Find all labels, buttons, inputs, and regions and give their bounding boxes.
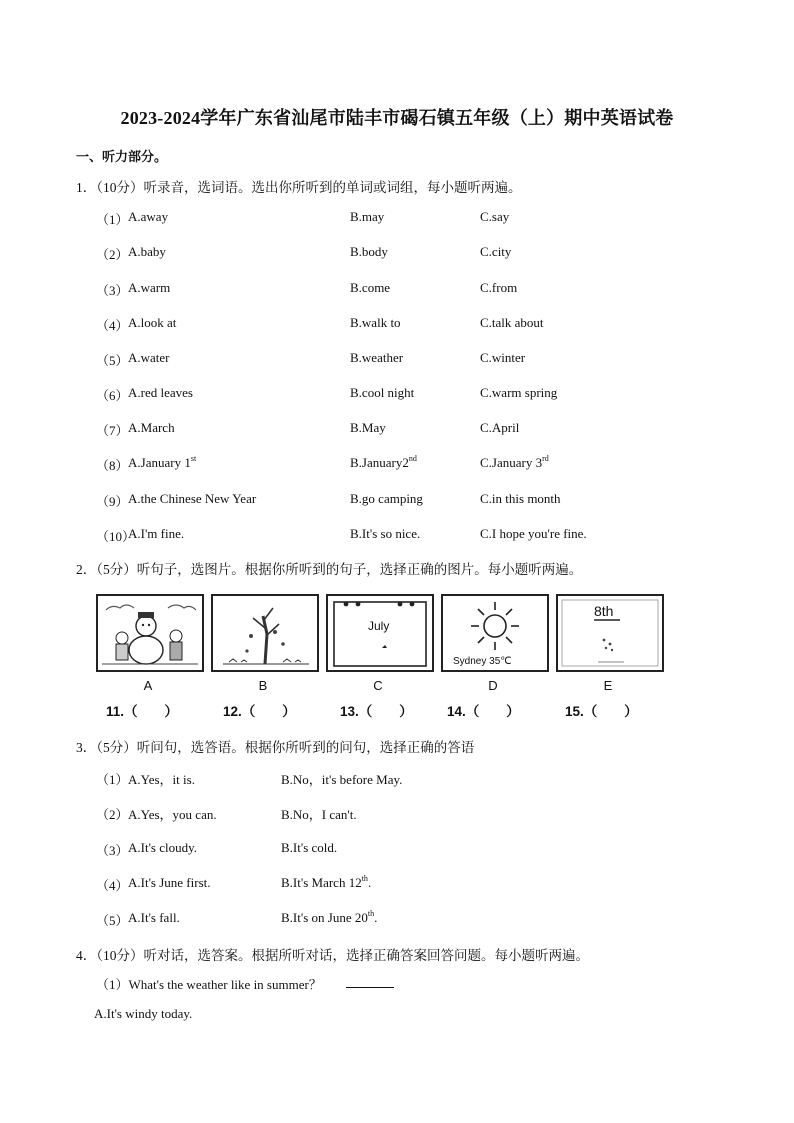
- picture-a: [96, 594, 204, 672]
- option-text: （7）: [96, 423, 129, 438]
- option-a[interactable]: [128, 840, 197, 856]
- question-1-item: [96, 280, 656, 300]
- question-3-item: [96, 804, 516, 824]
- option-b[interactable]: [350, 526, 420, 542]
- option-b[interactable]: [350, 315, 401, 331]
- option-text: （2）: [96, 247, 129, 262]
- option-a[interactable]: [128, 420, 175, 436]
- option-text: B.come: [350, 280, 391, 295]
- question-1-item: [96, 209, 656, 229]
- option-text: （6）: [96, 388, 129, 403]
- punctuation: .: [367, 875, 372, 890]
- option-text: （8）: [96, 458, 129, 473]
- option-b[interactable]: [281, 910, 377, 926]
- option-b[interactable]: [350, 209, 384, 225]
- option-c[interactable]: [480, 280, 517, 296]
- option-text: （3）: [96, 843, 129, 858]
- item-number: [96, 244, 129, 263]
- option-text: （2）: [96, 807, 129, 822]
- option-b[interactable]: [350, 420, 386, 436]
- option-text: C.January 3: [480, 455, 543, 470]
- option-text: A.the Chinese New Year: [128, 491, 257, 506]
- option-a[interactable]: [128, 804, 217, 823]
- picture-e: [556, 594, 664, 672]
- option-text: B.No，I can't.: [281, 807, 357, 822]
- question-1-item: [96, 526, 656, 546]
- option-text: C.winter: [480, 350, 526, 365]
- option-b[interactable]: [350, 491, 423, 507]
- option-b[interactable]: [350, 244, 388, 260]
- option-text: B.It's on June 20: [281, 910, 368, 925]
- question-4-option-a: [94, 1006, 394, 1026]
- option-c[interactable]: [480, 526, 587, 542]
- option-a[interactable]: [128, 769, 195, 788]
- option-a: A.It's windy today.: [94, 1006, 193, 1021]
- option-text: C.from: [480, 280, 518, 295]
- question-1-item: [96, 315, 656, 335]
- item-number: [96, 350, 129, 369]
- option-text: B.May: [350, 420, 386, 435]
- question-3-item: [96, 840, 516, 860]
- option-c[interactable]: [480, 385, 557, 401]
- option-text: B.body: [350, 244, 388, 259]
- picture-label-e: E: [603, 678, 613, 693]
- option-text: B.cool night: [350, 385, 415, 400]
- question-1-stem: 1．（10分）听录音，选词语。选出你所听到的单词或词组，每小题听两遍。: [76, 180, 522, 195]
- option-text: B.go camping: [350, 491, 423, 506]
- option-a[interactable]: [128, 315, 176, 331]
- item-number: [96, 875, 129, 894]
- item-number: [96, 840, 129, 859]
- calendar-month-text: July: [368, 619, 390, 633]
- option-text: C.talk about: [480, 315, 544, 330]
- item-number: [96, 315, 129, 334]
- question-text: （1）What's the weather like in summer？: [96, 977, 322, 992]
- option-text: B.weather: [350, 350, 404, 365]
- picture-d: [441, 594, 549, 672]
- option-text: A.January 1: [128, 455, 191, 470]
- option-text: A.Yes，it is.: [128, 772, 195, 787]
- picture-label-d: D: [488, 678, 498, 693]
- option-a[interactable]: [128, 209, 168, 225]
- option-text: A.look at: [128, 315, 177, 330]
- option-text: （4）: [96, 318, 129, 333]
- question-1-item: [96, 455, 656, 475]
- question-1-item: [96, 350, 656, 370]
- question-3-item: [96, 769, 516, 789]
- item-number: [96, 420, 129, 439]
- question-3-item: [96, 875, 516, 895]
- option-a[interactable]: [128, 244, 166, 260]
- option-text: A.It's cloudy.: [128, 840, 198, 855]
- sun-weather-icon: [443, 596, 547, 670]
- option-a[interactable]: [128, 280, 170, 296]
- option-text: （5）: [96, 913, 129, 928]
- picture-c: [326, 594, 434, 672]
- snowman-kids-icon: [98, 596, 202, 670]
- item-number: [96, 769, 129, 788]
- picture-label-b: B: [258, 678, 268, 693]
- option-c[interactable]: [480, 420, 519, 436]
- option-c[interactable]: [480, 350, 525, 366]
- page-title: 2023-2024学年广东省汕尾市陆丰市碣石镇五年级（上）期中英语试卷: [120, 108, 674, 128]
- option-a[interactable]: [128, 385, 193, 401]
- answer-blank-12[interactable]: 12.（ ）: [223, 704, 296, 719]
- option-c[interactable]: [480, 209, 509, 225]
- picture-label-c: C: [373, 678, 383, 693]
- option-text: （5）: [96, 353, 129, 368]
- option-text: A.March: [128, 420, 175, 435]
- option-a[interactable]: [128, 455, 196, 471]
- ordinal-suffix: rd: [542, 454, 549, 463]
- option-text: A.warm: [128, 280, 171, 295]
- option-a[interactable]: [128, 491, 256, 507]
- option-text: （9）: [96, 494, 129, 509]
- option-text: A.water: [128, 350, 170, 365]
- option-text: A.red leaves: [128, 385, 193, 400]
- item-number: [96, 491, 129, 510]
- answer-blank-13[interactable]: 13.（ ）: [340, 704, 413, 719]
- option-text: C.warm spring: [480, 385, 558, 400]
- option-text: C.city: [480, 244, 512, 259]
- item-number: [96, 280, 129, 299]
- date-text: 8th: [594, 603, 614, 619]
- section-heading: 一、听力部分。: [76, 149, 168, 164]
- option-text: A.It's fall.: [128, 910, 180, 925]
- option-text: B.It's so nice.: [350, 526, 421, 541]
- question-2-stem: 2．（5分）听句子，选图片。根据你所听到的句子，选择正确的图片。每小题听两遍。: [76, 562, 583, 577]
- option-b[interactable]: [350, 385, 414, 401]
- item-number: [96, 455, 129, 474]
- option-c[interactable]: [480, 244, 511, 260]
- punctuation: .: [374, 910, 378, 925]
- calendar-8th-icon: [558, 596, 662, 670]
- option-text: A.I'm fine.: [128, 526, 185, 541]
- picture-options: [96, 592, 660, 720]
- option-text: B.It's cold.: [281, 840, 338, 855]
- answer-blank-14[interactable]: 14.（ ）: [447, 704, 520, 719]
- option-b[interactable]: [350, 280, 390, 296]
- question-1-item: [96, 385, 656, 405]
- option-text: （1）: [96, 772, 129, 787]
- ordinal-suffix: th: [367, 909, 375, 918]
- option-text: C.I hope you're fine.: [480, 526, 587, 541]
- option-text: （10）: [96, 529, 136, 544]
- option-b[interactable]: [350, 350, 403, 366]
- option-text: B.may: [350, 209, 385, 224]
- option-text: C.say: [480, 209, 510, 224]
- question-1-item: [96, 491, 656, 511]
- question-1-item: [96, 420, 656, 440]
- question-3-item: [96, 910, 516, 930]
- item-number: [96, 910, 129, 929]
- option-a[interactable]: [128, 350, 170, 366]
- option-c[interactable]: [480, 315, 544, 331]
- ordinal-suffix: th: [361, 874, 368, 883]
- option-b[interactable]: [350, 455, 417, 471]
- answer-blank-15[interactable]: 15.（ ）: [565, 704, 638, 719]
- option-text: B.It's March 12: [281, 875, 362, 890]
- autumn-tree-icon: [213, 596, 317, 670]
- item-number: [96, 385, 129, 404]
- question-1-item: [96, 244, 656, 264]
- option-b[interactable]: [281, 875, 371, 891]
- item-number: [96, 804, 129, 823]
- option-text: （3）: [96, 283, 129, 298]
- picture-label-a: A: [143, 678, 153, 693]
- option-text: C.in this month: [480, 491, 561, 506]
- option-text: C.April: [480, 420, 520, 435]
- answer-blank[interactable]: [340, 974, 394, 990]
- calendar-july-icon: [328, 596, 432, 670]
- answer-blank-11[interactable]: 11.（ ）: [106, 704, 179, 719]
- option-b[interactable]: [281, 840, 337, 856]
- option-b[interactable]: [281, 769, 402, 788]
- option-a[interactable]: [128, 875, 211, 891]
- option-text: B.January2: [350, 455, 409, 470]
- option-text: A.Yes，you can.: [128, 807, 217, 822]
- option-c[interactable]: [480, 455, 549, 471]
- option-text: B.walk to: [350, 315, 401, 330]
- item-number: [96, 209, 129, 228]
- option-text: （1）: [96, 212, 129, 227]
- option-b[interactable]: [281, 804, 357, 823]
- option-text: A.baby: [128, 244, 166, 259]
- option-text: （4）: [96, 878, 129, 893]
- option-c[interactable]: [480, 491, 561, 507]
- option-text: A.It's June first.: [128, 875, 211, 890]
- question-4-item-1: [96, 974, 496, 994]
- ordinal-suffix: nd: [408, 454, 417, 463]
- picture-b: [211, 594, 319, 672]
- option-text: B.No，it's before May.: [281, 772, 403, 787]
- option-a[interactable]: [128, 526, 184, 542]
- ordinal-suffix: st: [190, 454, 197, 463]
- question-4-stem: 4．（10分）听对话，选答案。根据所听对话，选择正确答案回答问题。每小题听两遍。: [76, 948, 589, 963]
- option-text: A.away: [128, 209, 169, 224]
- option-a[interactable]: [128, 910, 180, 926]
- city-temperature-text: Sydney 35℃: [453, 656, 512, 667]
- question-3-stem: 3．（5分）听问句，选答语。根据你所听到的问句，选择正确的答语: [76, 740, 475, 755]
